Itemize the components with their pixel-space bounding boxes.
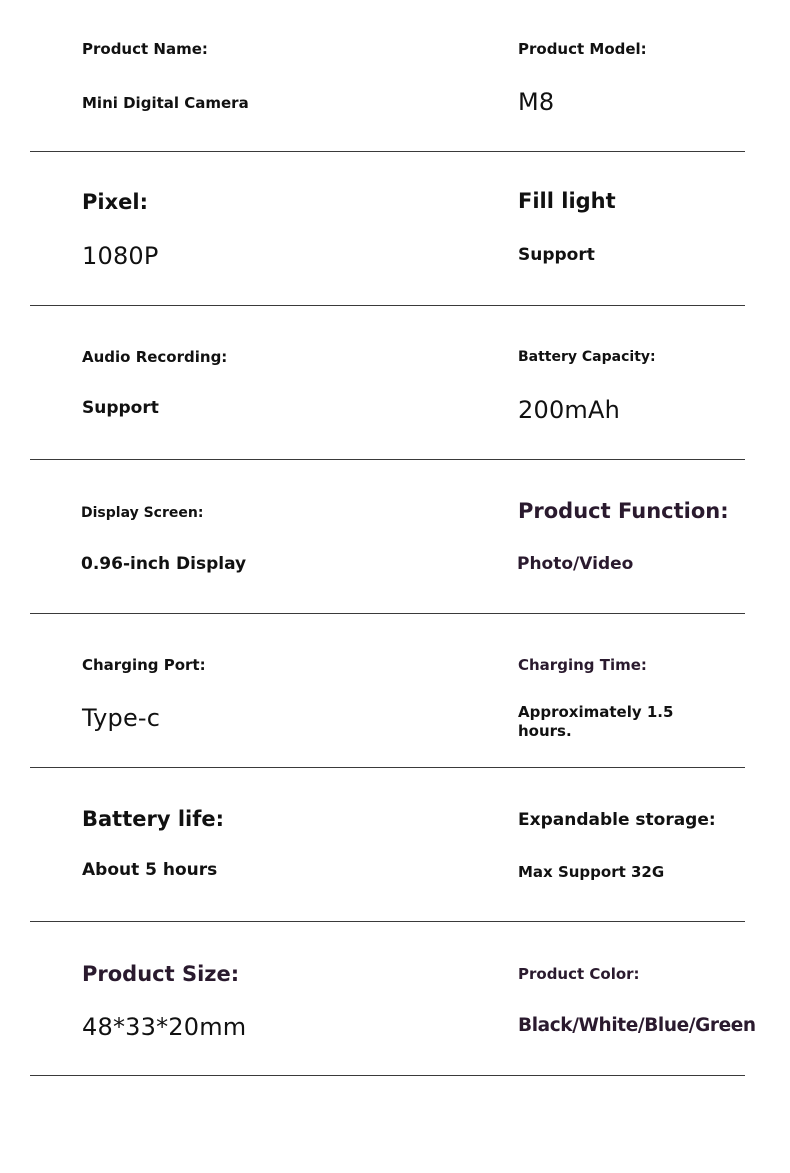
spec-row-display-function xyxy=(0,462,790,616)
row-divider xyxy=(30,767,745,768)
spec-row-battery-storage xyxy=(0,770,790,924)
spec-label: Expandable storage: xyxy=(518,810,716,830)
spec-label: Pixel: xyxy=(82,190,148,214)
spec-label: Product Size: xyxy=(82,962,240,986)
spec-label: Battery Capacity: xyxy=(518,349,656,365)
spec-product-function xyxy=(518,462,783,616)
spec-label: Product Function: xyxy=(518,499,729,523)
spec-value: Approximately 1.5 hours. xyxy=(518,703,674,740)
spec-value: 48*33*20mm xyxy=(82,1013,247,1041)
spec-label: Product Model: xyxy=(518,40,647,58)
row-divider xyxy=(30,459,745,460)
spec-row-size-color xyxy=(0,924,790,1078)
spec-product-name xyxy=(82,0,352,154)
spec-audio-recording xyxy=(82,308,352,462)
spec-charging-time xyxy=(518,616,783,770)
spec-product-model xyxy=(518,0,783,154)
row-divider xyxy=(30,613,745,614)
spec-pixel xyxy=(82,154,352,308)
spec-label: Charging Time: xyxy=(518,656,647,674)
spec-expandable-storage xyxy=(518,770,783,924)
spec-label: Charging Port: xyxy=(82,656,206,674)
spec-charging-port xyxy=(82,616,352,770)
spec-value: Mini Digital Camera xyxy=(82,94,249,112)
spec-row-charging xyxy=(0,616,790,770)
spec-label: Product Color: xyxy=(518,965,640,983)
spec-battery-capacity xyxy=(518,308,783,462)
spec-display-screen xyxy=(81,462,351,616)
spec-product-color xyxy=(518,924,783,1078)
spec-value: Type-c xyxy=(82,704,161,732)
spec-row-product-name-model xyxy=(0,0,790,154)
spec-label: Audio Recording: xyxy=(82,348,228,366)
spec-value: M8 xyxy=(518,88,555,116)
spec-value: About 5 hours xyxy=(82,860,218,880)
spec-label: Display Screen: xyxy=(81,505,204,521)
spec-label: Fill light xyxy=(518,189,616,213)
spec-value: 200mAh xyxy=(518,396,621,424)
row-divider xyxy=(30,921,745,922)
spec-value: 1080P xyxy=(82,242,159,270)
spec-value: Support xyxy=(82,398,159,418)
spec-product-size xyxy=(82,924,352,1078)
spec-value: Black/White/Blue/Green xyxy=(518,1015,756,1036)
row-divider xyxy=(30,1075,745,1076)
row-divider xyxy=(30,305,745,306)
spec-label: Battery life: xyxy=(82,807,225,831)
spec-battery-life xyxy=(82,770,352,924)
spec-row-audio-battery xyxy=(0,308,790,462)
spec-value: 0.96-inch Display xyxy=(81,554,247,574)
spec-label: Product Name: xyxy=(82,40,208,58)
row-divider xyxy=(30,151,745,152)
spec-fill-light xyxy=(518,154,783,308)
spec-value: Photo/Video xyxy=(517,554,634,574)
spec-value: Max Support 32G xyxy=(518,863,665,881)
spec-row-pixel-fill-light xyxy=(0,154,790,308)
spec-value: Support xyxy=(518,245,595,265)
